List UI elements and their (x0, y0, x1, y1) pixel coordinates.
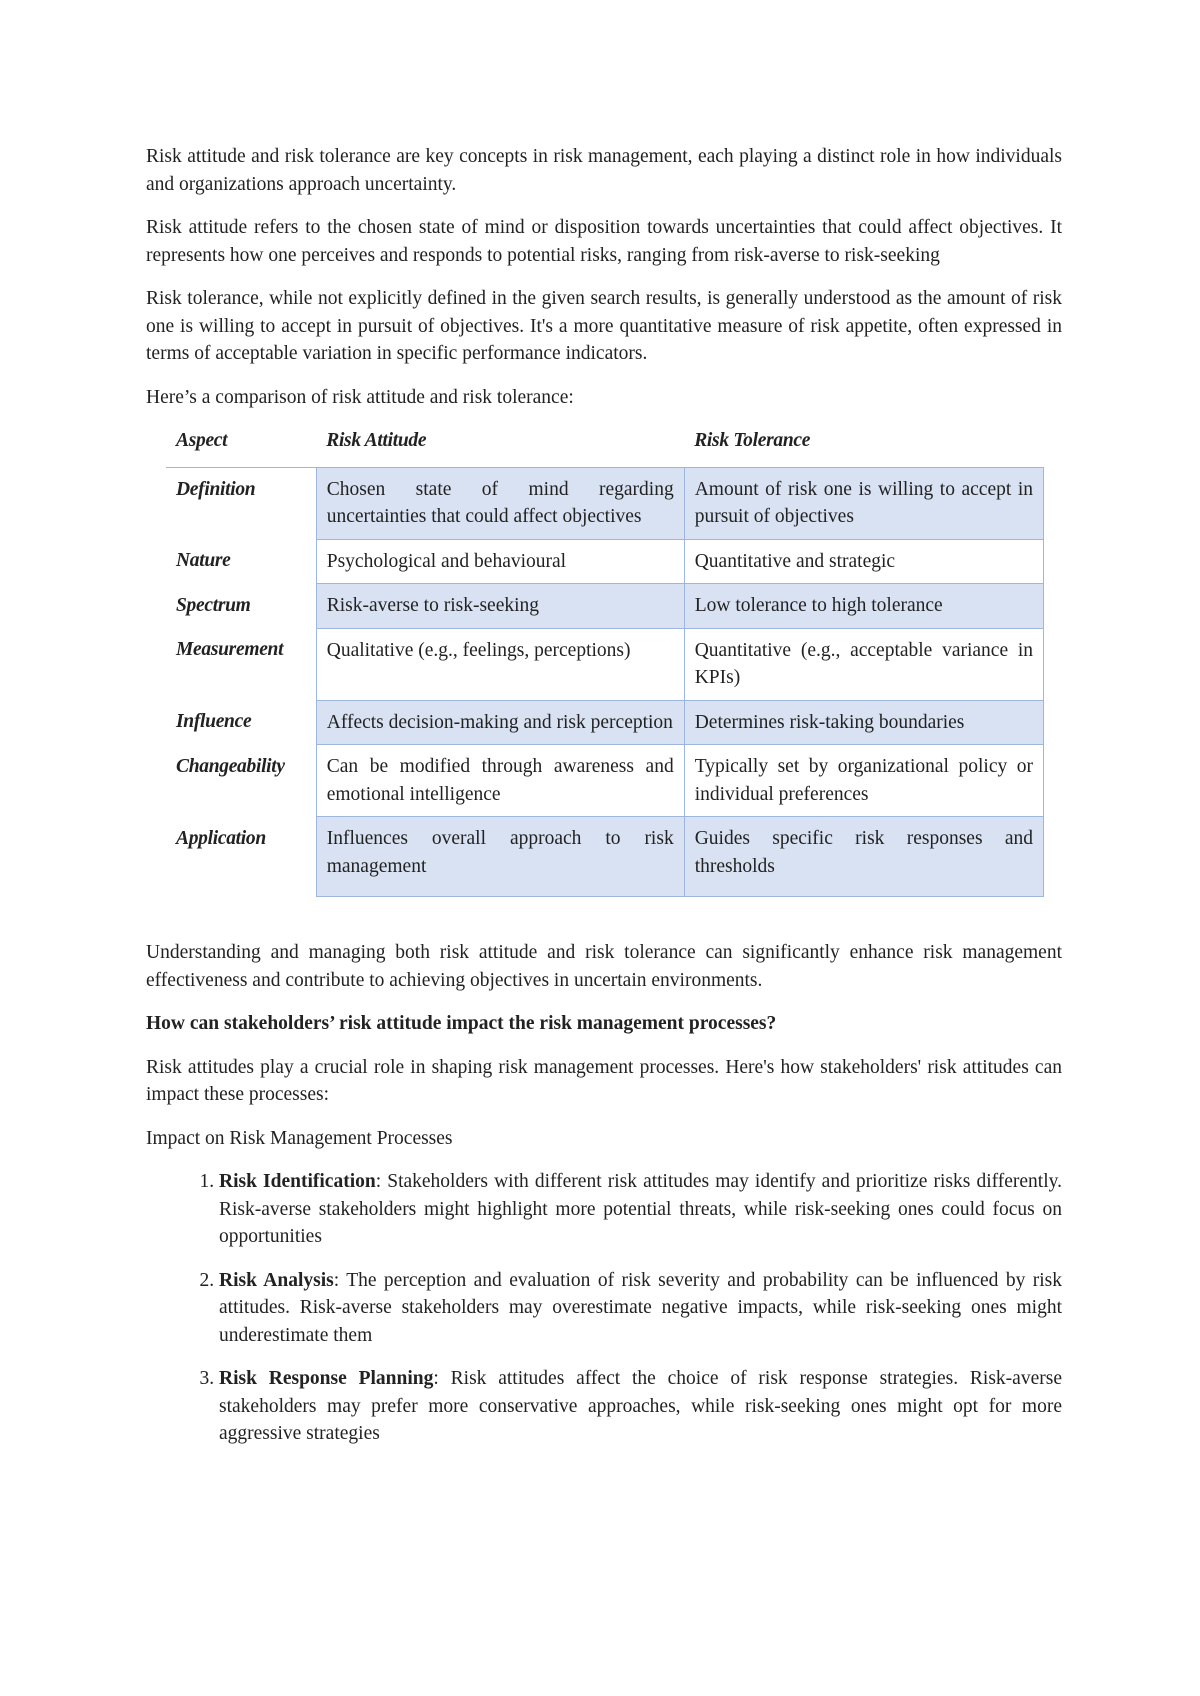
row-attitude: Psychological and behavioural (316, 539, 684, 584)
table-row (166, 539, 1044, 584)
table-row (166, 467, 1044, 539)
impact-text: : Stakeholders with different risk attitudes may identify and prioritize risks differently. Risk-averse stakeholders might highlight more potential threats, while risk-seeking ones could focus on opportunities (219, 1171, 1062, 1247)
row-attitude: Can be modified through awareness and emotional intelligence (316, 745, 684, 817)
list-item (219, 1365, 1062, 1448)
row-aspect: Nature (176, 550, 231, 571)
section-question-heading: How can stakeholders’ risk attitude impact the risk management processes? (146, 1013, 777, 1034)
row-aspect: Application (176, 827, 266, 849)
row-tolerance: Quantitative (e.g., acceptable variance in KPIs) (684, 628, 1043, 700)
row-attitude: Risk-averse to risk-seeking (316, 584, 684, 629)
header-risk-attitude: Risk Attitude (326, 430, 427, 451)
header-risk-tolerance: Risk Tolerance (694, 430, 811, 451)
impact-text: : Risk attitudes affect the choice of risk response strategies. Risk-averse stakeholders may prefer more conservative approaches, while risk-seeking ones might opt for more aggressive strategies (219, 1368, 1062, 1444)
list-item (219, 1168, 1062, 1251)
row-aspect: Spectrum (176, 594, 251, 616)
table-row (166, 745, 1044, 817)
intro-paragraph-2: Risk attitude refers to the chosen state of mind or disposition towards uncertainties that could affect objectives. It represents how one perceives and responds to potential risks, ranging from risk-averse to risk-seeking (146, 217, 1062, 266)
intro-paragraph-4: Here’s a comparison of risk attitude and risk tolerance: (146, 386, 574, 408)
answer-intro-paragraph: Risk attitudes play a crucial role in shaping risk management processes. Here's how stakeholders' risk attitudes can impact these processes: (146, 1056, 1062, 1105)
impact-list (146, 1168, 1062, 1448)
row-tolerance: Low tolerance to high tolerance (684, 584, 1043, 629)
table-row (166, 584, 1044, 629)
header-aspect: Aspect (176, 430, 228, 451)
impact-text: : The perception and evaluation of risk severity and probability can be influenced by risk attitudes. Risk-averse stakeholders may overestimate negative impacts, while risk-seeking ones might underestimate them (219, 1269, 1062, 1346)
row-tolerance: Guides specific risk responses and thresholds (684, 817, 1043, 897)
row-tolerance: Typically set by organizational policy or individual preferences (684, 745, 1043, 817)
row-tolerance: Quantitative and strategic (684, 539, 1043, 584)
impact-term: Risk Identification (219, 1171, 376, 1192)
row-tolerance: Amount of risk one is willing to accept in pursuit of objectives (684, 467, 1043, 539)
row-aspect: Influence (176, 711, 252, 732)
comparison-table (166, 427, 1044, 897)
impact-term: Risk Analysis (219, 1269, 334, 1291)
list-item (219, 1267, 1062, 1350)
table-row (166, 628, 1044, 700)
row-tolerance: Determines risk-taking boundaries (684, 700, 1043, 745)
row-aspect: Changeability (176, 755, 285, 777)
conclusion-paragraph: Understanding and managing both risk attitude and risk tolerance can significantly enhance risk management effectiveness and contribute to achieving objectives in uncertain environments. (146, 942, 1062, 991)
row-aspect: Definition (166, 467, 316, 539)
table-row (166, 817, 1044, 897)
table-header-row (166, 427, 1044, 467)
row-aspect: Measurement (176, 639, 284, 660)
row-attitude: Influences overall approach to risk management (316, 817, 684, 897)
intro-paragraph-3: Risk tolerance, while not explicitly defined in the given search results, is generally understood as the amount of risk one is willing to accept in pursuit of objectives. It's a more quantitative measure of risk appetite, often expressed in terms of acceptable variation in specific performance indicators. (146, 288, 1062, 364)
row-attitude: Chosen state of mind regarding uncertainties that could affect objectives (316, 467, 684, 539)
table-row (166, 700, 1044, 745)
document-page (146, 143, 1062, 1464)
intro-paragraph-1: Risk attitude and risk tolerance are key concepts in risk management, each playing a distinct role in how individuals and organizations approach uncertainty. (146, 146, 1062, 195)
impact-subheading: Impact on Risk Management Processes (146, 1127, 453, 1149)
row-attitude: Affects decision-making and risk perception (316, 700, 684, 745)
row-attitude: Qualitative (e.g., feelings, perceptions) (316, 628, 684, 700)
impact-term: Risk Response Planning (219, 1368, 434, 1389)
